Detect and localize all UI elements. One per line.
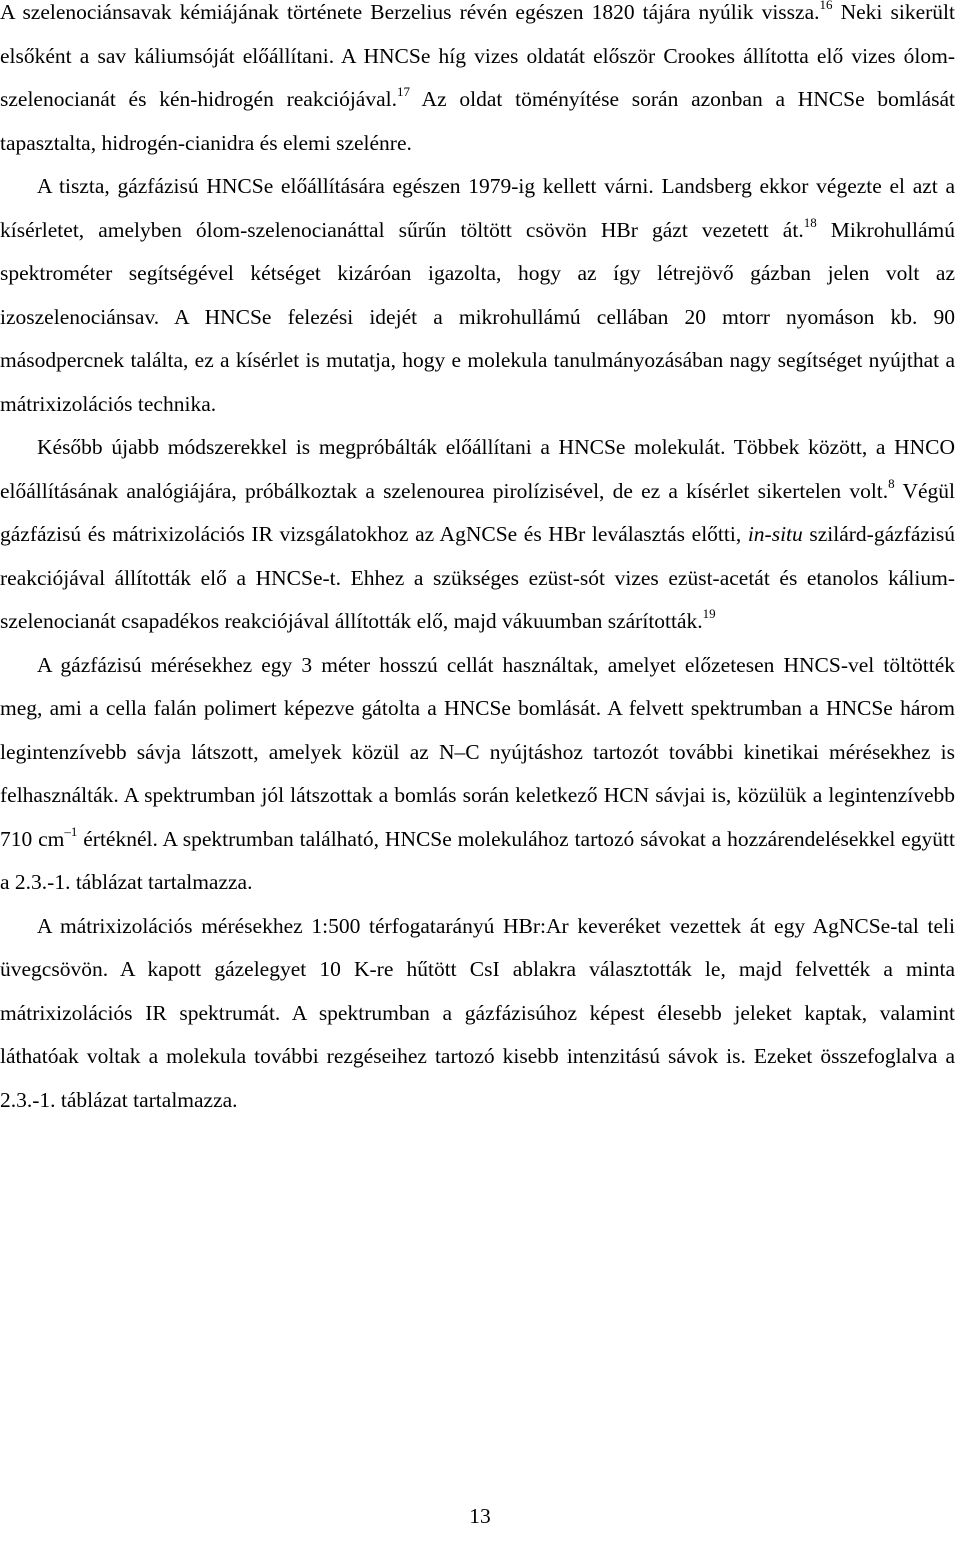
- text-run: Neki sikerült elsőként a sav káliumsóját előállítani. A HNCSe híg vizes oldatát először Crookes állította elő vizes ólom-szelenocianát és kén-hidrogén reakciójával.: [0, 0, 955, 111]
- text-run: szilárd-gázfázisú reakciójával állították elő a HNCSe-t. Ehhez a szükséges ezüst-sót vizes ezüst-acetát és etanolos kálium-szelenocianát csapadékos reakciójával állították elő, majd vákuumban szárították.: [0, 522, 956, 633]
- text-run: Mikrohullámú spektrométer segítségével kétséget kizáróan igazolta, hogy az így létrejövő gázban jelen volt az izoszelenociánsav. A HNCSe felezési idejét a mikrohullámú cellában 20 mtorr nyomáson kb. 90 másodpercnek találta, ez a kísérlet is mutatja, hogy e molekula tanulmányozásában nagy segítséget nyújthat a mátrixizolációs technika.: [0, 217, 955, 416]
- italic-text: in-situ: [747, 522, 803, 546]
- text-run: Később újabb módszerekkel is megpróbálták előállítani a HNCSe molekulát. Többek között, a HNCO előállításának analógiájára, próbálkoztak a szelenourea pirolízisével, de ez a kísérlet sikertelen volt.: [0, 435, 955, 503]
- footnote-reference: 18: [803, 214, 817, 230]
- paragraph-1: [0, 0, 955, 165]
- footnote-reference: 19: [702, 606, 716, 621]
- text-run: Az oldat töményítése során azonban a HNCSe bomlását tapasztalta, hidrogén-cianidra és elemi szelénre.: [0, 87, 955, 155]
- paragraph-3: [0, 426, 955, 644]
- paragraph-4: [0, 644, 955, 905]
- footnote-reference: 8: [888, 475, 895, 491]
- page-number: 13: [469, 1504, 491, 1528]
- text-run: A tiszta, gázfázisú HNCSe előállítására egészen 1979-ig kellett várni. Landsberg ekkor végezte el azt a kísérletet, amelyben ólom-szelenocianáttal sűrűn töltött csövön HBr gázt vezetett át.: [0, 174, 955, 242]
- text-run: értéknél. A spektrumban található, HNCSe molekulához tartozó sávokat a hozzárendelésekkel együtt a 2.3.-1. táblázat tartalmazza.: [0, 826, 955, 894]
- text-run: Végül gázfázisú és mátrixizolációs IR vizsgálatokhoz az AgNCSe és HBr leválasztás előtti,: [0, 478, 955, 546]
- footnote-reference: 16: [819, 0, 833, 12]
- paragraph-2: [0, 165, 955, 426]
- text-run: A gázfázisú mérésekhez egy 3 méter hosszú cellát használtak, amelyet előzetesen HNCS-vel töltötték meg, ami a cella falán polimert képezve gátolta a HNCSe bomlását. A felvett spektrumban a HNCSe három legintenzívebb sávja látszott, amelyek közül az N–C nyújtáshoz tartozót további kinetikai mérésekhez is felhasználták. A spektrumban jól látszottak a bomlás során keletkező HCN sávjai is, közülük a legintenzívebb 710 cm: [0, 652, 955, 851]
- text-run: A szelenociánsavak kémiájának története Berzelius révén egészen 1820 tájára nyúlik vissza.: [0, 0, 820, 24]
- paragraph-5: [0, 905, 955, 1123]
- footnote-reference: 17: [397, 84, 410, 99]
- text-run: A mátrixizolációs mérésekhez 1:500 térfogatarányú HBr:Ar keveréket vezettek át egy AgNCSe-tal teli üvegcsövön. A kapott gázelegyet 10 K-re hűtött CsI ablakra választották le, majd felvették a minta mátrixizolációs IR spektrumát. A spektrumban a gázfázisúhoz képest élesebb jeleket kaptak, valamint láthatóak voltak a molekula további rezgéseihez tartozó kisebb intenzitású sávok is. Ezeket összefoglalva a 2.3.-1. táblázat tartalmazza.: [0, 913, 955, 1112]
- footnote-reference: –1: [64, 823, 78, 839]
